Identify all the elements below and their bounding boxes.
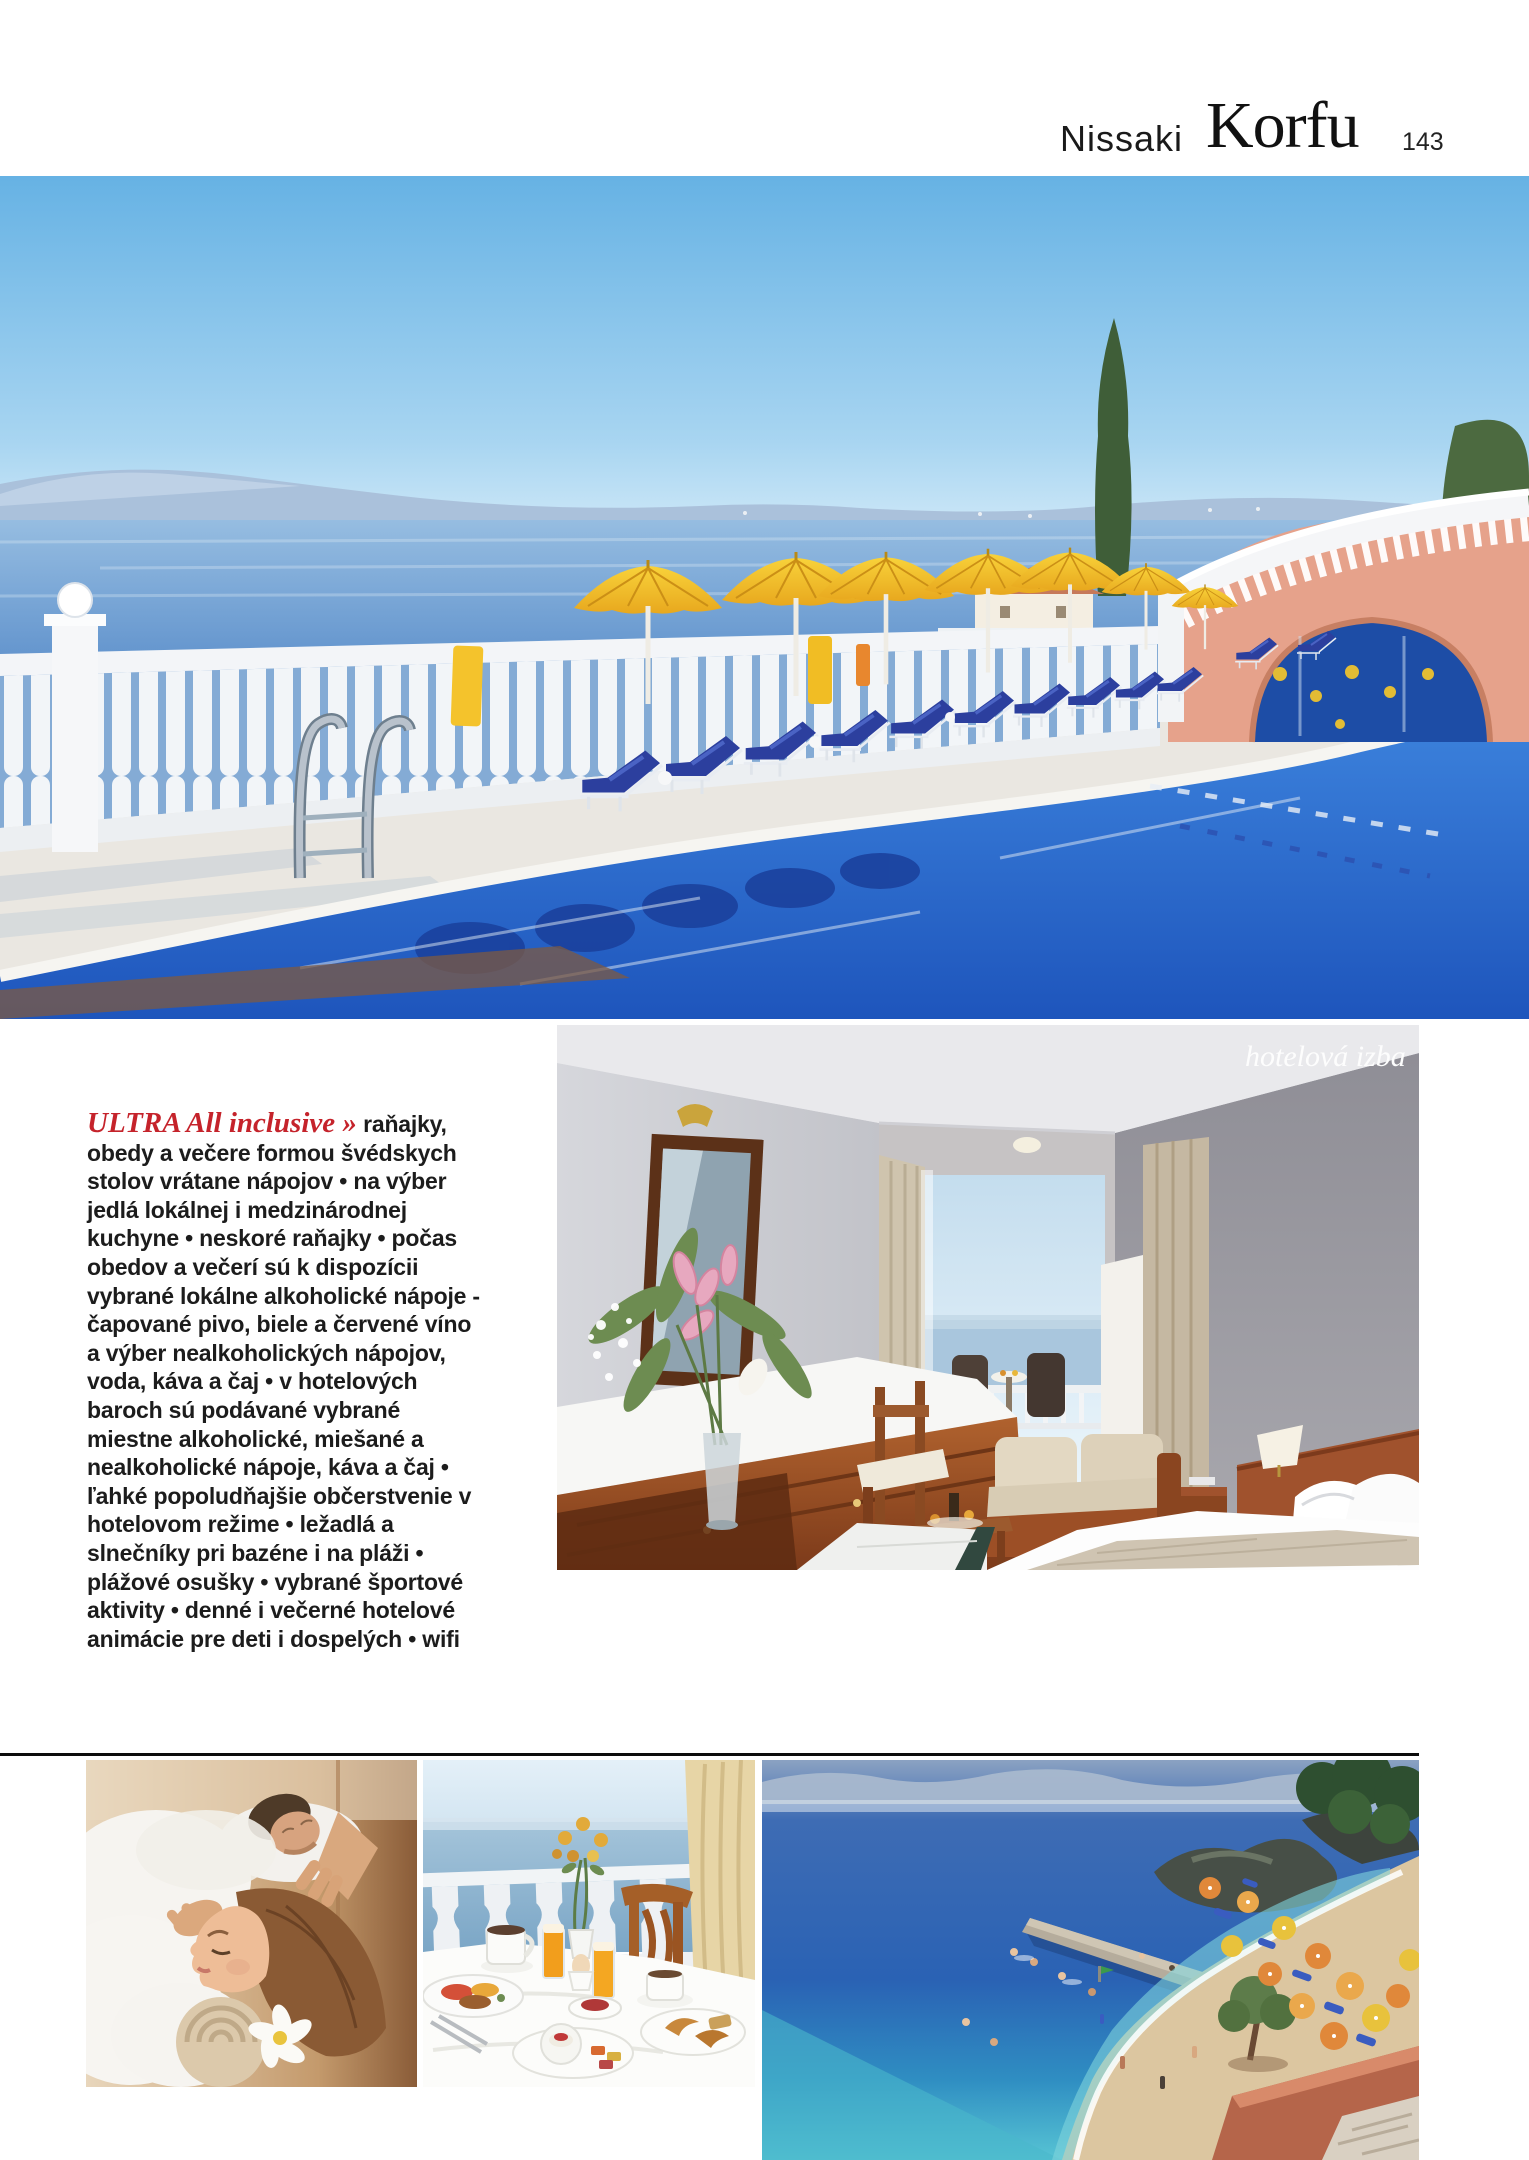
resort-name: Nissaki	[1060, 118, 1184, 159]
globe-lamp	[58, 583, 92, 617]
page-number: 143	[1402, 128, 1444, 156]
destination-title: Korfu	[1206, 89, 1359, 162]
pool-terrace-photo	[0, 176, 1529, 1019]
breakfast-photo	[423, 1760, 755, 2087]
all-inclusive-lead: ULTRA All inclusive »	[87, 1107, 357, 1139]
plate-croissants	[641, 2009, 745, 2055]
room-photo-art	[557, 1025, 1419, 1570]
beach-photo	[762, 1760, 1419, 2160]
plate-left	[423, 1975, 523, 2017]
pool-photo-art	[0, 176, 1529, 1019]
spa-massage-photo	[86, 1760, 417, 2087]
spa-photo-art	[86, 1760, 417, 2087]
breakfast-photo-art	[423, 1760, 755, 2087]
flag-pole	[1098, 1966, 1101, 1982]
coffee-mug	[481, 1925, 533, 1973]
divider-rule	[0, 1753, 1419, 1756]
beach-photo-art	[762, 1760, 1419, 2160]
all-inclusive-body: raňajky, obedy a večere formou švédskych stolov vrátane nápojov • na výber jedlá lokálnej i medzinárodnej kuchyne • neskoré raňajky • počas obedov a večerí sú k dispozícii vybrané lokálne alkoholické nápoje - čapované pivo, biele a červené víno a výber nealkoholických nápojov, voda, káva a čaj • v hotelových baroch sú podávané vybrané miestne alkoholické, miešané a nealkoholické nápoje, káva a čaj • ľahké popoludňajšie občerstvenie v hotelovom režime • ležadlá a slnečníky pri bazéne i na pláži • plážové osušky • vybrané športové aktivity • denné i večerné hotelové animácie pre deti i dospelých • wifi	[87, 1111, 480, 1652]
jam-bowl	[569, 1997, 621, 2019]
ceiling-light	[1013, 1137, 1041, 1153]
room-photo-caption: hotelová izba	[1245, 1040, 1406, 1073]
hotel-room-photo	[557, 1025, 1419, 1570]
rolled-towel	[176, 1997, 266, 2087]
all-inclusive-paragraph	[87, 1109, 489, 1653]
